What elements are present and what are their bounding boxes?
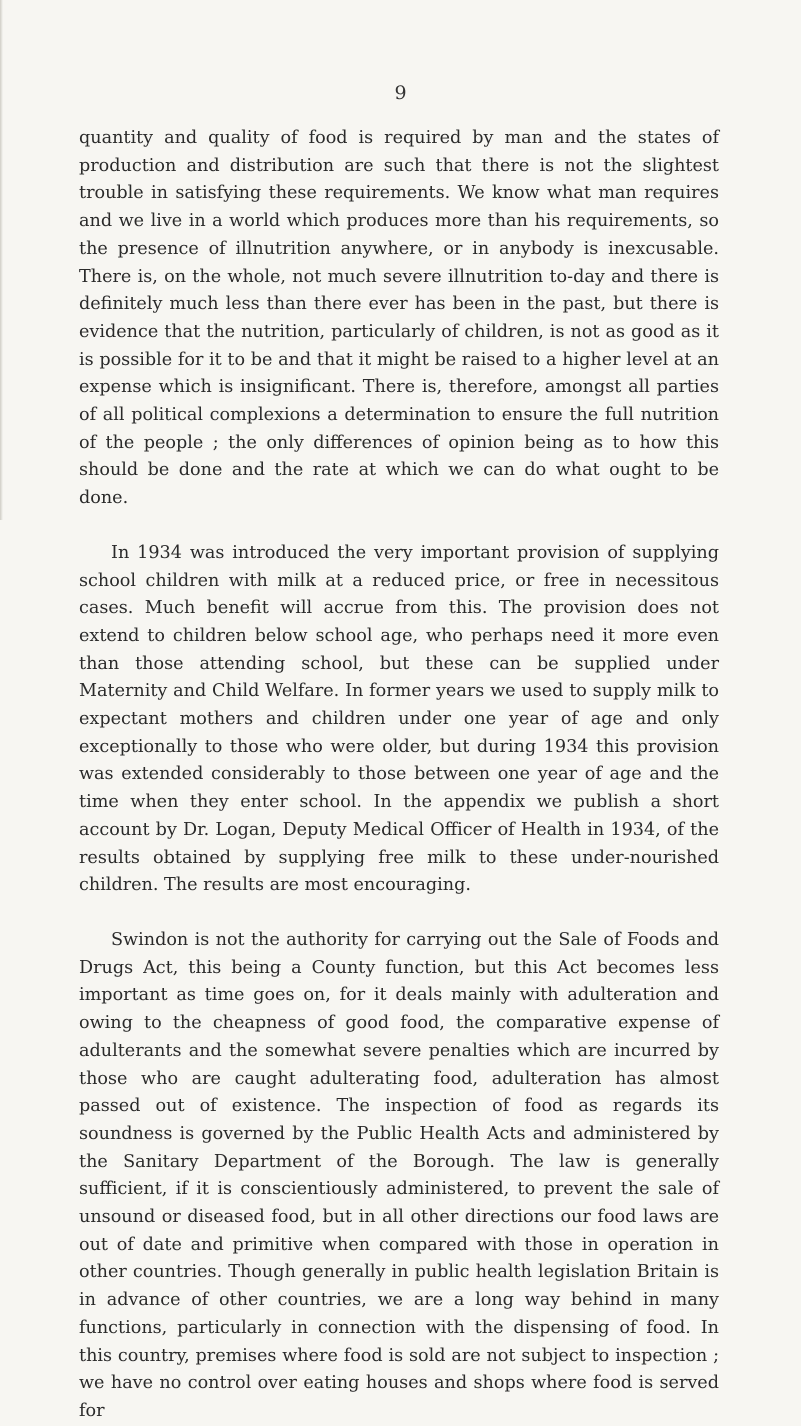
paragraph-food-and-drugs-act	[79, 927, 719, 1426]
paragraph-text: In 1934 was introduced the very important provision of supplying school children with milk at a reduced price, or free in necessitous cases. Much benefit will accrue from this. The provision does not extend to children below school age, who perhaps need it more even than those attending school, but these can be supplied under Maternity and Child Welfare. In former years we used to supply milk to expectant mothers and children under one year of age and only exceptionally to those who were older, but during 1934 this provision was extended considerably to those between one year of age and the time when they enter school. In the appendix we publish a short account by Dr. Logan, Deputy Medical Officer of Health in 1934, of the results obtained by supplying free milk to these under-nourished children. The results are most encouraging.	[79, 542, 719, 896]
paragraph-text: quantity and quality of food is required by man and the states of production and distribution are such that there is not the slightest trouble in satisfying these requirements. We know what man requires and we live in a world which produces more than his requirements, so the presence of illnutrition anywhere, or in anybody is inexcusable. There is, on the whole, not much severe illnutrition to-day and there is definitely much less than there ever has been in the past, but there is evidence that the nutrition, particularly of children, is not as good as it is possible for it to be and that it might be raised to a higher level at an expense which is insignificant. There is, therefore, amongst all parties of all political complexions a determination to ensure the full nutrition of the people ; the only differences of opinion being as to how this should be done and the rate at which we can do what ought to be done.	[79, 128, 719, 509]
page-edge-shadow	[0, 0, 3, 520]
paragraph-text: Swindon is not the authority for carrying out the Sale of Foods and Drugs Act, this being a County function, but this Act becomes less important as time goes on, for it deals mainly with adulteration and owing to the cheapness of good food, the comparative expense of adulterants and the somewhat severe penalties which are incurred by those who are caught adulterating food, adulteration has almost passed out of existence. The inspection of food as regards its soundness is governed by the Public Health Acts and administered by the Sanitary Department of the Borough. The law is generally sufficient, if it is conscientiously administered, to prevent the sale of unsound or diseased food, but in all other directions our food laws are out of date and primitive when compared with those in operation in other countries. Though generally in public health legislation Britain is in advance of other countries, we are a long way behind in many functions, particularly in connection with the dispensing of food. In this country, premises where food is sold are not subject to inspection ; we have no control over eating houses and shops where food is served for	[79, 929, 719, 1421]
paragraph-food-requirements	[79, 125, 719, 513]
body-text	[79, 125, 719, 1426]
paragraph-school-milk	[79, 540, 719, 900]
page-number: 9	[394, 82, 407, 104]
